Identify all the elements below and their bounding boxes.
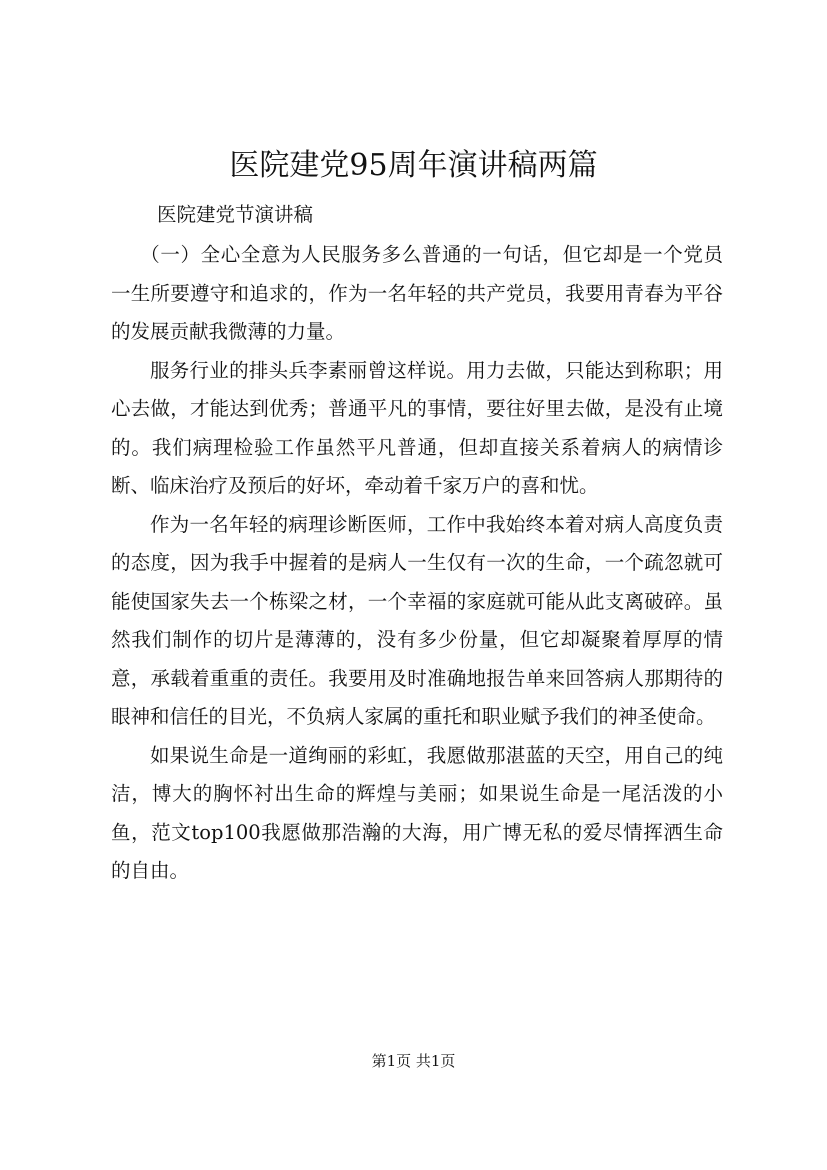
paragraph-4: 如果说生命是一道绚丽的彩虹，我愿做那湛蓝的天空，用自己的纯洁，博大的胸怀衬出生命的辉煌与美丽；如果说生命是一尾活泼的小鱼，范文top100我愿做那浩瀚的大海，用广博无私的爱尽情挥洒生命的自由。 xyxy=(111,743,723,882)
paragraph-3: 作为一名年轻的病理诊断医师，工作中我始终本着对病人高度负责的态度，因为我手中握着的是病人一生仅有一次的生命，一个疏忽就可能使国家失去一个栋梁之材，一个幸福的家庭就可能从此支离破碎。虽然我们制作的切片是薄薄的，没有多少份量，但它却凝聚着厚厚的情意，承载着重重的责任。我要用及时准确地报告单来回答病人那期待的眼神和信任的目光，不负病人家属的重托和职业赋予我们的神圣使命。 xyxy=(111,512,723,728)
document-body xyxy=(111,236,723,891)
page-footer: 第1页 共1页 xyxy=(371,1052,456,1070)
paragraph-2: 服务行业的排头兵李素丽曾这样说。用力去做，只能达到称职；用心去做，才能达到优秀；普通平凡的事情，要往好里去做，是没有止境的。我们病理检验工作虽然平凡普通，但却直接关系着病人的病情诊断、临床治疗及预后的好坏，牵动着千家万户的喜和忧。 xyxy=(111,358,723,497)
document-subtitle: 医院建党节演讲稿 xyxy=(157,203,314,226)
document-title: 医院建党95周年演讲稿两篇 xyxy=(229,148,598,183)
paragraph-1: （一）全心全意为人民服务多么普通的一句话，但它却是一个党员一生所要遵守和追求的，作为一名年轻的共产党员，我要用青春为平谷的发展贡献我微薄的力量。 xyxy=(111,243,723,343)
